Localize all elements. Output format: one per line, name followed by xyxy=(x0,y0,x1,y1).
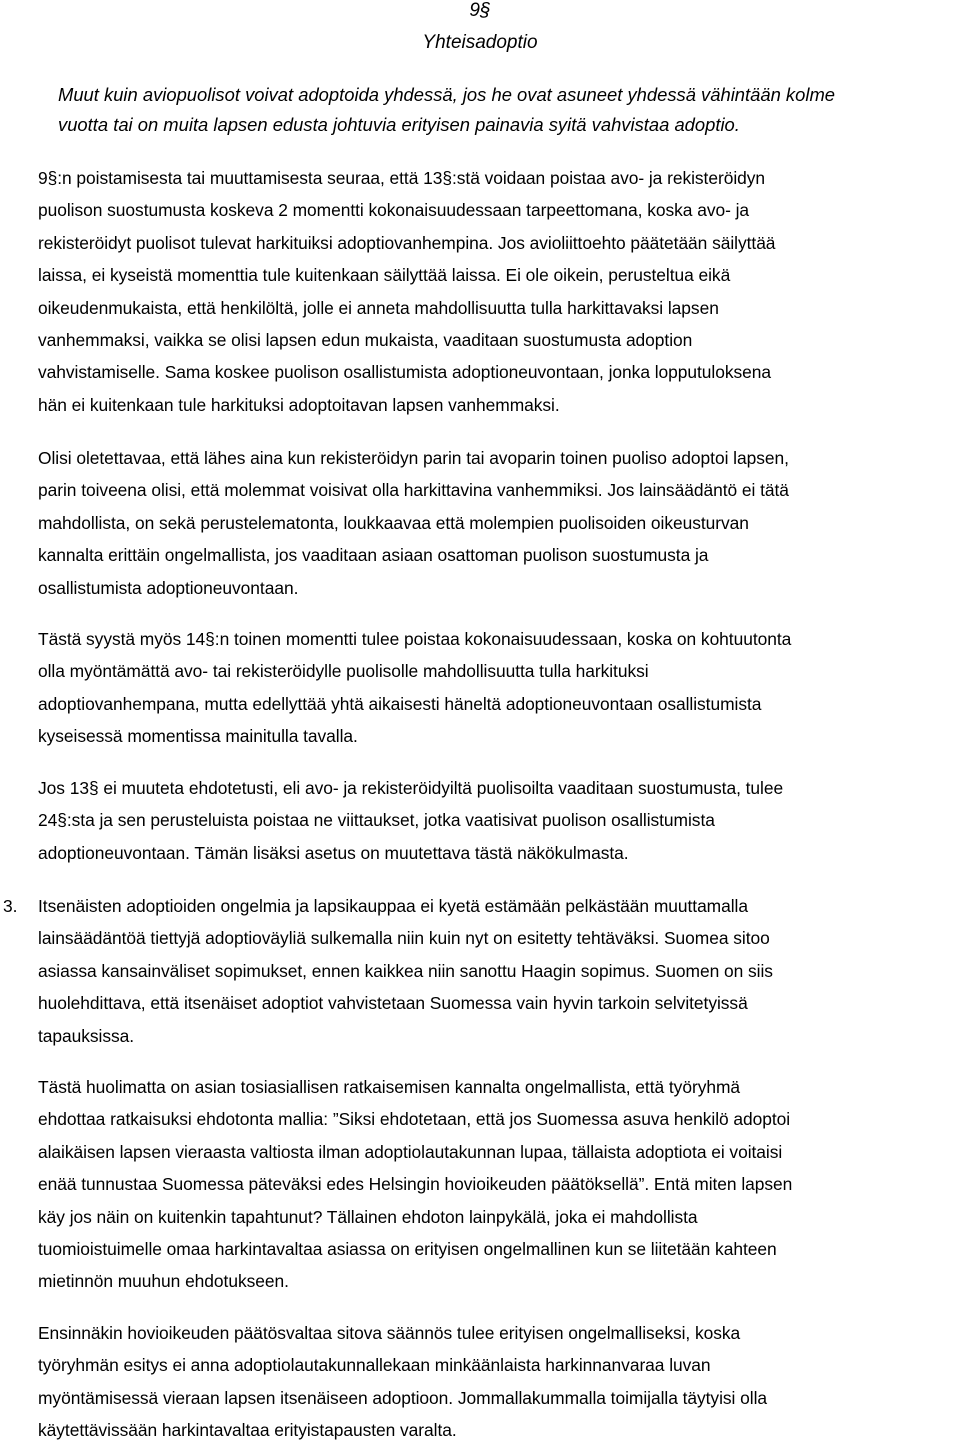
paragraph-line: ehdottaa ratkaisuksi ehdotonta mallia: ”Siksi ehdotetaan, että jos Suomessa asuva henkilö adoptoi xyxy=(38,1109,791,1130)
paragraph-line: rekisteröidyt puolisot tulevat harkituiksi adoptiovanhempina. Jos avioliittoehto päätetään säilyttää xyxy=(38,232,776,253)
paragraph-line: alaikäisen lapsen vieraasta valtiosta ilman adoptiolautakunnan lupaa, tällaista adoptiota ei voitaisi xyxy=(38,1141,783,1162)
section-title: Yhteisadoptio xyxy=(422,32,538,53)
paragraph-line: myöntämisessä vieraan lapsen itsenäiseen adoptioon. Jommallakummalla toimijalla täytyisi olla xyxy=(38,1387,768,1408)
paragraph xyxy=(38,442,958,604)
paragraph-line: tapauksissa. xyxy=(38,1025,135,1046)
paragraph-line: puolison suostumusta koskeva 2 momentti kokonaisuudessaan tarpeettomana, koska avo- ja xyxy=(38,200,750,221)
paragraph-line: Ensinnäkin hovioikeuden päätösvaltaa sitova säännös tulee erityisen ongelmalliseksi, koska xyxy=(38,1323,741,1343)
quote-line: vuotta tai on muita lapsen edusta johtuvia erityisen painavia syitä vahvistaa adoptio. xyxy=(58,114,740,135)
paragraph-line: huolehdittava, että itsenäiset adoptiot vahvistetaan Suomessa vain hyvin tarkoin selvitetyissä xyxy=(38,993,748,1014)
paragraph-line: Tästä huolimatta on asian tosiasiallisen ratkaisemisen kannalta ongelmallista, että työryhmä xyxy=(38,1077,741,1097)
list-number: 3. xyxy=(3,896,18,916)
paragraph-line: enää tunnustaa Suomessa päteväksi edes Helsingin hovioikeuden päätöksellä”. Entä miten lapsen xyxy=(38,1174,793,1195)
paragraph-line: adoptioneuvontaan. Tämän lisäksi asetus on muutettava tästä näkökulmasta. xyxy=(38,842,629,863)
paragraph xyxy=(38,1071,958,1298)
paragraph-line: parin toiveena olisi, että molemmat voisivat olla harkittavina vanhemmiksi. Jos lainsäädäntö ei tätä xyxy=(38,480,789,501)
numbered-paragraph xyxy=(3,890,958,1052)
paragraph xyxy=(38,162,958,421)
paragraph-line: käy jos näin on kuitenkin tapahtunut? Tällainen ehdoton lainpykälä, joka ei mahdollista xyxy=(38,1206,698,1227)
paragraph-line: Tästä syystä myös 14§:n toinen momentti tulee poistaa kokonaisuudessaan, koska on kohtuutonta xyxy=(38,629,792,649)
paragraph-line: Itsenäisten adoptioiden ongelmia ja lapsikauppaa ei kyetä estämään pelkästään muuttamalla xyxy=(38,896,748,916)
paragraph-line: mahdollista, on sekä perustelematonta, loukkaavaa että molempien puolisoiden oikeusturvan xyxy=(38,512,749,533)
quote-line: Muut kuin aviopuolisot voivat adoptoida yhdessä, jos he ovat asuneet yhdessä vähintään kolme xyxy=(58,84,835,105)
paragraph-line: oikeudenmukaista, että henkilöltä, jolle ei anneta mahdollisuutta tulla harkittavaksi lapsen xyxy=(38,297,719,318)
paragraph-line: vahvistamiselle. Sama koskee puolison osallistumista adoptioneuvontaan, jonka lopputuloksena xyxy=(38,362,772,383)
paragraph-line: 9§:n poistamisesta tai muuttamisesta seuraa, että 13§:stä voidaan poistaa avo- ja rekisteröidyn xyxy=(38,168,766,188)
paragraph-line: adoptiovanhempana, mutta edellyttää yhtä aikaisesti häneltä adoptioneuvontaan osallistumista xyxy=(38,693,762,714)
paragraph-line: osallistumista adoptioneuvontaan. xyxy=(38,577,299,598)
paragraph-line: asiassa kansainväliset sopimukset, ennen kaikkea niin sanottu Haagin sopimus. Suomen on siis xyxy=(38,960,773,981)
paragraph xyxy=(38,1317,958,1447)
paragraph-line: hän ei kuitenkaan tule harkituksi adoptoitavan lapsen vanhemmaksi. xyxy=(38,394,560,415)
paragraph-line: vanhemmaksi, vaikka se olisi lapsen edun mukaista, vaaditaan suostumusta adoption xyxy=(38,330,693,351)
paragraph xyxy=(38,772,958,869)
paragraph-line: Jos 13§ ei muuteta ehdotetusti, eli avo- ja rekisteröidyiltä puolisoilta vaaditaan suostumusta, tulee xyxy=(38,778,784,798)
paragraph-line: 24§:sta ja sen perusteluista poistaa ne viittaukset, jotka vaatisivat puolison osallistumista xyxy=(38,810,715,831)
paragraph-line: käytettävissään harkintavaltaa erityistapausten varalta. xyxy=(38,1420,457,1441)
paragraph-line: tuomioistuimelle omaa harkintavaltaa asiassa on erityisen ongelmallinen kun se liitetään kahteen xyxy=(38,1239,777,1260)
paragraph-line: kyseisessä momentissa mainitulla tavalla. xyxy=(38,726,358,747)
paragraph xyxy=(38,623,958,753)
paragraph-line: laissa, ei kyseistä momenttia tule kuitenkaan säilyttää laissa. Ei ole oikein, perusteltua eikä xyxy=(38,265,731,286)
paragraph-line: työryhmän esitys ei anna adoptiolautakunnallekaan minkäänlaista harkinnanvaraa luvan xyxy=(38,1355,711,1376)
section-number: 9§ xyxy=(469,0,491,21)
paragraph-line: kannalta erittäin ongelmallista, jos vaaditaan asiaan osattoman puolison suostumusta ja xyxy=(38,545,709,566)
paragraph-line: olla myöntämättä avo- tai rekisteröidylle puolisolle mahdollisuutta tulla harkituksi xyxy=(38,661,649,682)
paragraph-line: Olisi oletettavaa, että lähes aina kun rekisteröidyn parin tai avoparin toinen puoliso adoptoi lapsen, xyxy=(38,448,789,468)
paragraph-line: lainsäädäntöä tiettyjä adoptioväyliä sulkemalla niin kuin nyt on esitetty tehtäväksi. Suomea sitoo xyxy=(38,928,770,949)
paragraph-line: mietinnön muuhun ehdotukseen. xyxy=(38,1271,289,1292)
quoted-law-text xyxy=(58,80,958,140)
